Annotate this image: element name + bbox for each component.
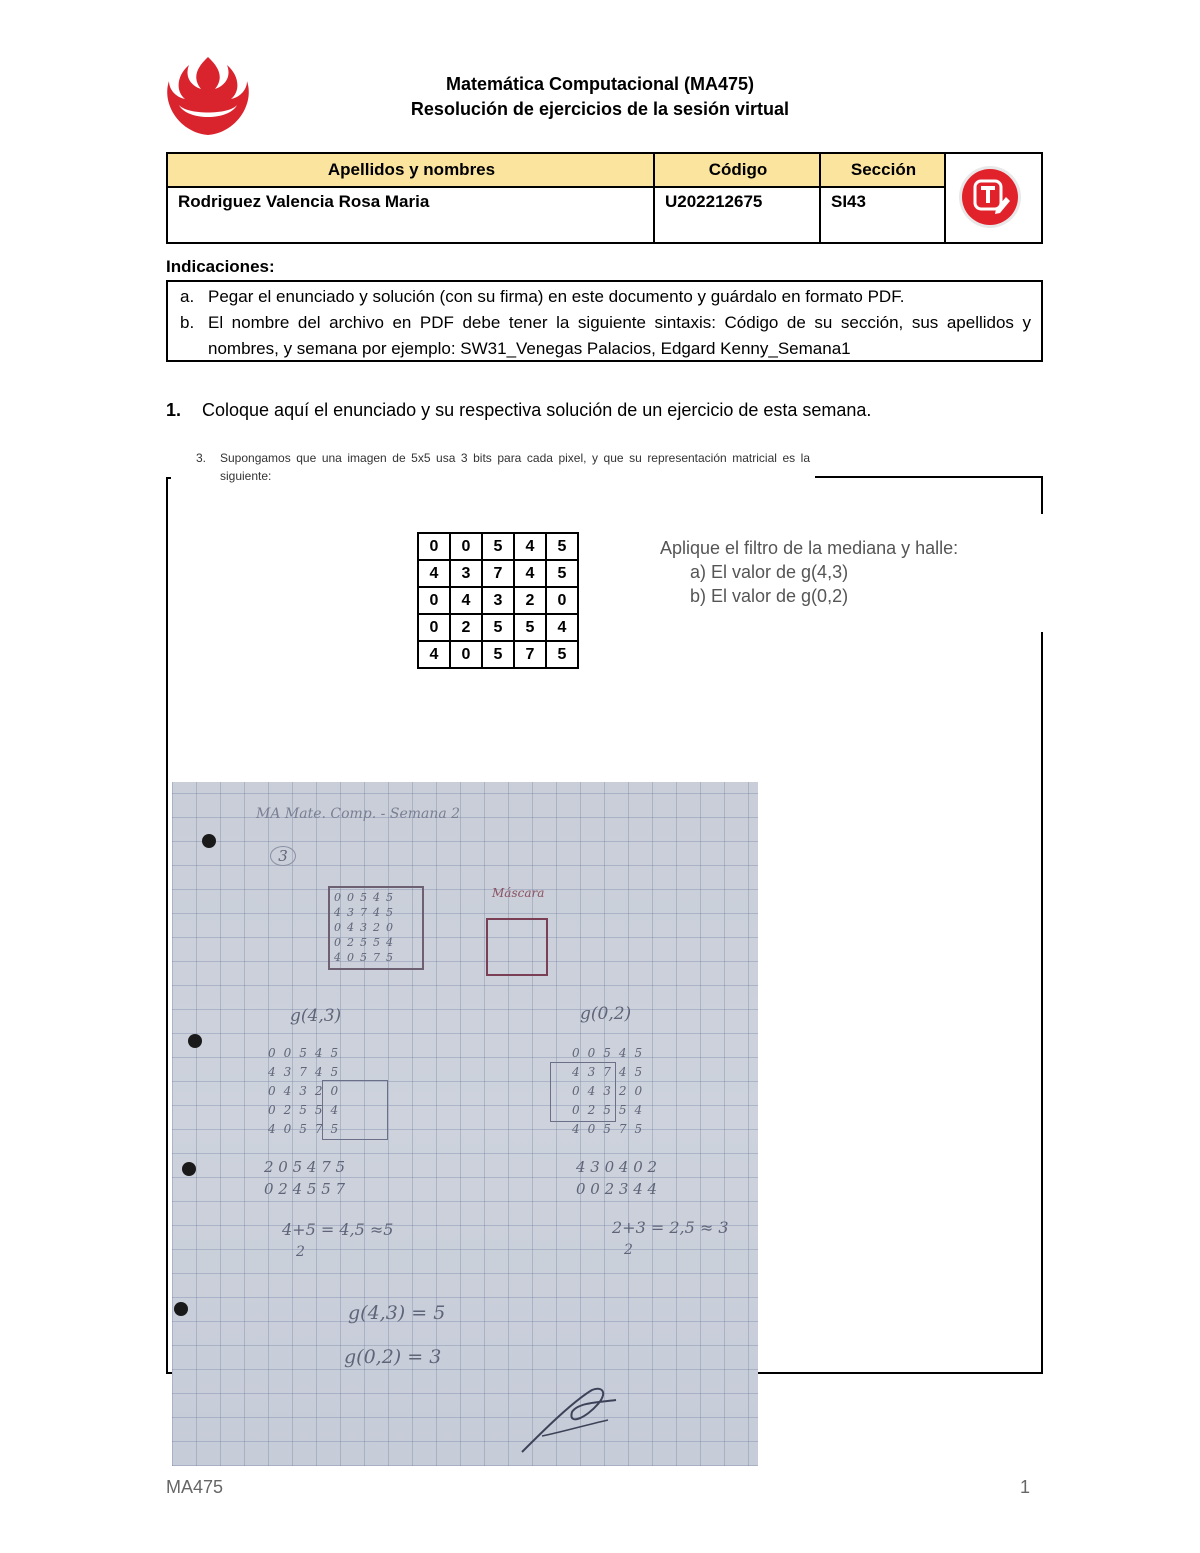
item-a-letter: a. <box>180 287 195 306</box>
matrix-cell: 3 <box>450 560 482 587</box>
matrix-row <box>418 560 578 587</box>
matrix-cell: 4 <box>546 614 578 641</box>
document-subtitle: Resolución de ejercicios de la sesión virtual <box>410 99 790 119</box>
matrix-cell: 0 <box>418 614 450 641</box>
indications-box <box>166 280 1043 362</box>
handwritten-matrix: 00545 43745 04320 02554 40575 <box>328 886 424 970</box>
matrix-cell: 4 <box>514 560 546 587</box>
header-section: Sección <box>821 154 946 188</box>
question-1: 1. Coloque aquí el enunciado y su respectiva solución de un ejercicio de esta semana. <box>166 400 872 420</box>
edit-pdf-icon <box>958 165 1022 229</box>
indications-label: Indicaciones: <box>166 257 275 276</box>
matrix-cell: 4 <box>514 533 546 560</box>
student-code: U202212675 <box>665 192 763 211</box>
matrix-row <box>418 614 578 641</box>
exercise-instruction: Aplique el filtro de la mediana y halle: a) El valor de g(4,3) b) El valor de g(0,2) <box>660 538 959 606</box>
matrix-cell: 2 <box>514 587 546 614</box>
matrix-cell: 0 <box>546 587 578 614</box>
matrix-row <box>418 641 578 668</box>
student-info-table <box>166 152 1043 244</box>
header-names: Apellidos y nombres <box>168 154 655 188</box>
matrix-cell: 0 <box>450 641 482 668</box>
student-name: Rodriguez Valencia Rosa Maria <box>178 192 430 211</box>
handwritten-matrix: 00545 43745 04320 02554 40575 <box>268 1046 347 1136</box>
matrix-cell: 4 <box>418 641 450 668</box>
matrix-cell: 5 <box>514 614 546 641</box>
matrix-cell: 5 <box>482 641 514 668</box>
matrix-row <box>418 587 578 614</box>
matrix-cell: 4 <box>418 560 450 587</box>
matrix-cell: 0 <box>450 533 482 560</box>
matrix-cell: 5 <box>546 533 578 560</box>
image-matrix <box>417 532 579 669</box>
matrix-cell: 5 <box>546 560 578 587</box>
document-title: Matemática Computacional (MA475) <box>445 74 755 94</box>
university-logo <box>165 55 251 137</box>
footer-course: MA475 <box>166 1477 224 1497</box>
handwritten-solution-photo: MA Mate. Comp. - Semana 2 3 00545 43745 04320 02554 40575 Máscara g(4,3) g(0,2) 00545 43745 04320 02554 40575 00545 43745 04320 02554 40575 2 0 5 4 7 5 0 2 4 5 5 7 4 3 0 4 0 2 0 0 2 3 4 4 4+5 = 4,5 ≈5 2 2+3 = 2,5 ≈ 3 2 g(4,3) = 5 g(0,2) = 3 <box>172 782 758 1466</box>
matrix-cell: 2 <box>450 614 482 641</box>
matrix-cell: 0 <box>418 533 450 560</box>
page-number: 1 <box>1020 1477 1031 1497</box>
matrix-cell: 0 <box>418 587 450 614</box>
matrix-cell: 3 <box>482 587 514 614</box>
item-b-text: El nombre del archivo en PDF debe tener la siguiente sintaxis: Código de su sección, sus apellidos y nombres, y semana por ejemplo: SW31_Venegas Palacios, Edgard Kenny_Semana1 <box>208 313 1031 358</box>
signature <box>512 1382 622 1462</box>
matrix-cell: 4 <box>450 587 482 614</box>
item-a-text: Pegar el enunciado y solución (con su firma) en este documento y guárdalo en formato PDF. <box>208 287 905 306</box>
matrix-cell: 7 <box>514 641 546 668</box>
handwritten-matrix: 00545 43745 04320 02554 40575 <box>572 1046 651 1136</box>
matrix-cell: 7 <box>482 560 514 587</box>
matrix-row <box>418 533 578 560</box>
item-b-letter: b. <box>180 313 195 332</box>
header-code: Código <box>655 154 821 188</box>
matrix-cell: 5 <box>482 533 514 560</box>
matrix-cell: 5 <box>546 641 578 668</box>
student-section: SI43 <box>831 192 866 211</box>
matrix-cell: 5 <box>482 614 514 641</box>
